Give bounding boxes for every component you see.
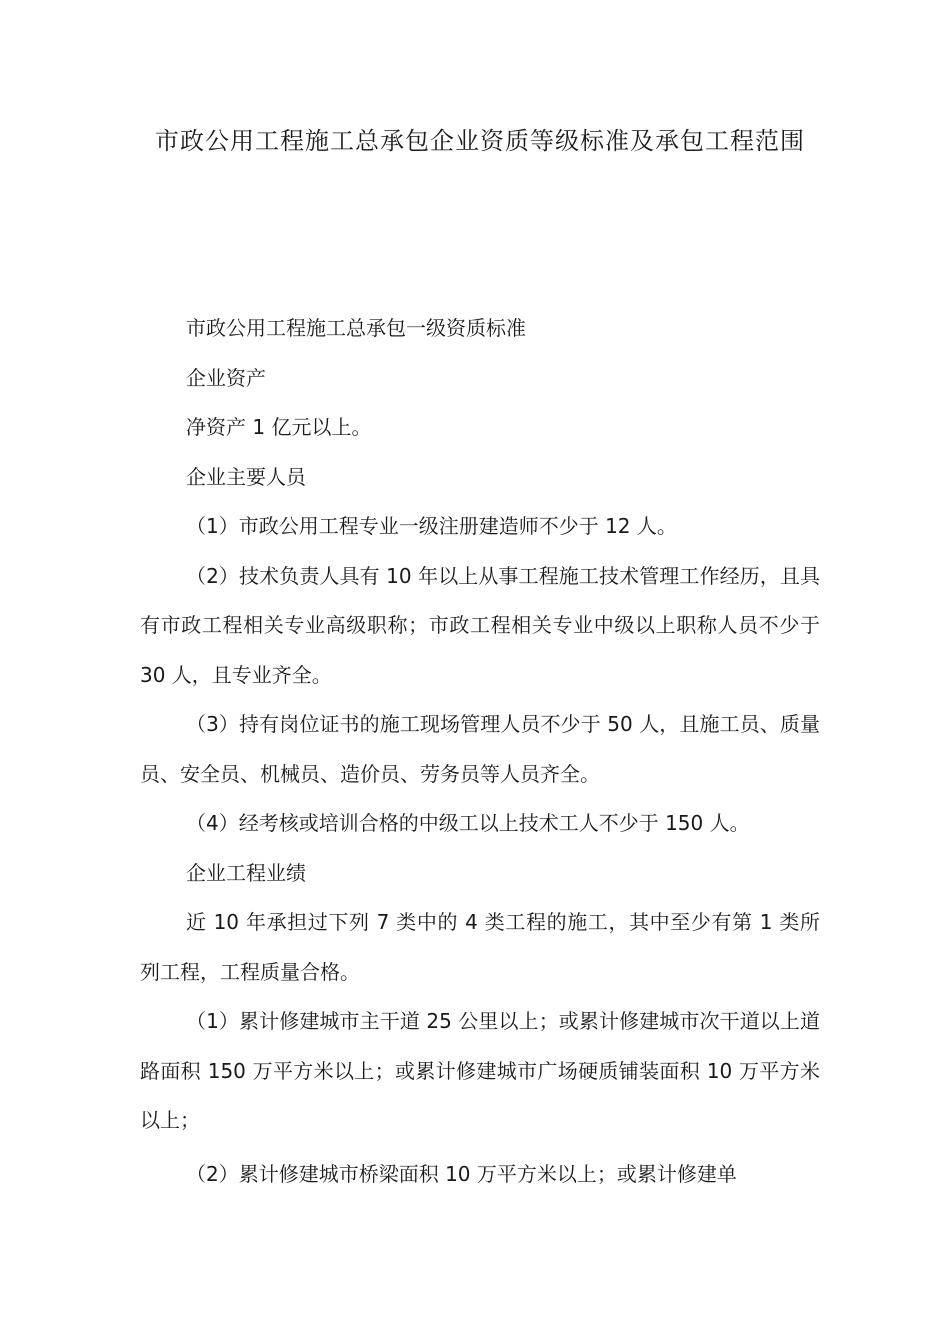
paragraph-personnel-1: （1）市政公用工程专业一级注册建造师不少于 12 人。 <box>186 514 677 538</box>
paragraph-personnel-4: （4）经考核或培训合格的中级工以上技术工人不少于 150 人。 <box>186 811 750 835</box>
paragraph-grade1-heading: 市政公用工程施工总承包一级资质标准 <box>186 316 526 340</box>
document-title: 市政公用工程施工总承包企业资质等级标准及承包工程范围 <box>155 127 805 155</box>
paragraph-performance-1: （1）累计修建城市主干道 25 公里以上；或累计修建城市次干道以上道路面积 150 万平方米以上；或累计修建城市广场硬质铺装面积 10 万平方米以上； <box>140 1009 820 1132</box>
paragraph-assets-heading: 企业资产 <box>186 365 266 390</box>
paragraph-net-assets: 净资产 1 亿元以上。 <box>186 415 372 439</box>
paragraph-personnel-3: （3）持有岗位证书的施工现场管理人员不少于 50 人，且施工员、质量员、安全员、机械员、造价员、劳务员等人员齐全。 <box>140 712 820 786</box>
paragraph-performance-intro: 近 10 年承担过下列 7 类中的 4 类工程的施工，其中至少有第 1 类所列工程，工程质量合格。 <box>140 910 820 984</box>
document-body <box>140 304 820 1199</box>
paragraph-performance-2: （2）累计修建城市桥梁面积 10 万平方米以上；或累计修建单 <box>186 1161 737 1186</box>
paragraph-performance-heading: 企业工程业绩 <box>186 860 306 885</box>
paragraph-personnel-2: （2）技术负责人具有 10 年以上从事工程施工技术管理工作经历，且具有市政工程相关专业高级职称；市政工程相关专业中级以上职称人员不少于 30 人，且专业齐全。 <box>140 563 820 687</box>
paragraph-personnel-heading: 企业主要人员 <box>186 464 306 489</box>
